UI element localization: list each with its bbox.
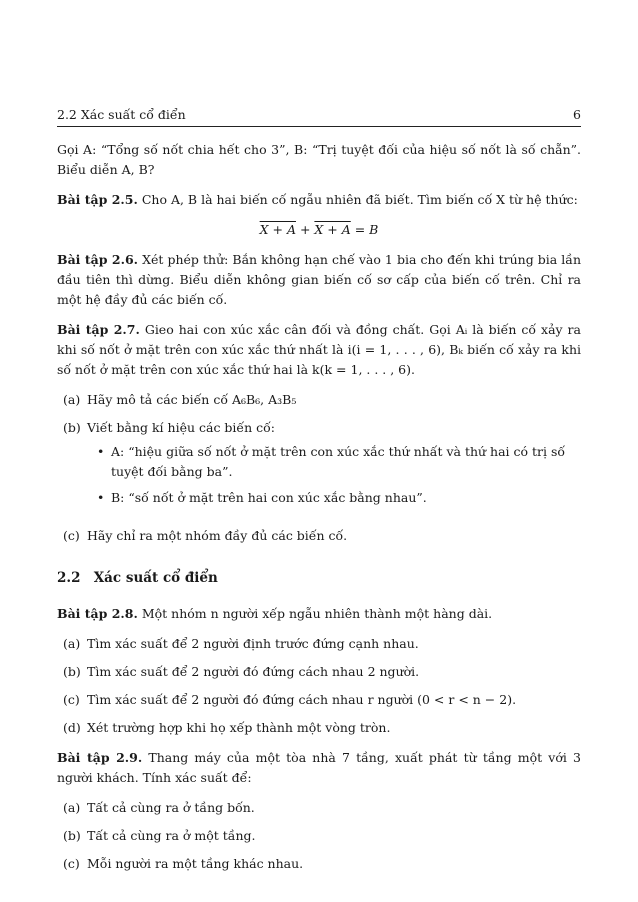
- exercise-2-9: [57, 748, 581, 788]
- equation-plus: +: [295, 222, 315, 237]
- list-item: [57, 634, 581, 654]
- bullet-text: B: “số nốt ở mặt trên hai con xúc xắc bằng nhau”.: [111, 490, 427, 505]
- item-label: (a): [63, 636, 81, 651]
- exercise-text: Xét phép thử: Bắn không hạn chế vào 1 bia cho đến khi trúng bia lần đầu tiên thì dừng. Biểu diễn không gian biến cố sơ cấp của biến cố trên. Chỉ ra một hệ đầy đủ các biến cố.: [57, 252, 581, 307]
- exercise-2-9-items: [57, 798, 581, 874]
- bullet-item: [97, 488, 581, 508]
- item-text: Hãy mô tả các biến cố A₆B₆, A₃B₅: [87, 392, 297, 407]
- list-item: [57, 718, 581, 738]
- exercise-2-5: [57, 190, 581, 210]
- header-section-title: 2.2 Xác suất cổ điển: [57, 107, 186, 122]
- bullet-item: [97, 442, 581, 482]
- exercise-label: Bài tập 2.9.: [57, 750, 143, 765]
- exercise-label: Bài tập 2.5.: [57, 192, 138, 207]
- bullet-text: A: “hiệu giữa số nốt ở mặt trên con xúc xắc thứ nhất và thứ hai có trị số tuyệt đối bằng ba”.: [111, 444, 566, 479]
- section-heading: [57, 568, 581, 588]
- item-label: (c): [63, 528, 80, 543]
- item-label: (b): [63, 828, 81, 843]
- item-label: (c): [63, 856, 80, 871]
- equation: [57, 220, 581, 240]
- item-text: Hãy chỉ ra một nhóm đầy đủ các biến cố.: [87, 528, 348, 543]
- section-number: 2.2: [57, 570, 81, 586]
- item-text: Xét trường hợp khi họ xếp thành một vòng tròn.: [87, 720, 391, 735]
- section-title: Xác suất cổ điển: [93, 570, 218, 586]
- exercise-2-7-items: [57, 390, 581, 546]
- item-label: (a): [63, 800, 81, 815]
- equation-term-2: X + A: [314, 222, 351, 237]
- list-item: [57, 418, 581, 518]
- exercise-text: Cho A, B là hai biến cố ngẫu nhiên đã biết. Tìm biến cố X từ hệ thức:: [141, 192, 578, 207]
- list-item: [57, 798, 581, 818]
- page-content: [57, 140, 581, 884]
- running-header: [57, 107, 581, 127]
- list-item: [57, 526, 581, 546]
- exercise-2-6: [57, 250, 581, 310]
- list-item: [57, 690, 581, 710]
- exercise-label: Bài tập 2.6.: [57, 252, 139, 267]
- exercise-label: Bài tập 2.8.: [57, 606, 138, 621]
- item-text: Tất cả cùng ra ở tầng bốn.: [87, 800, 255, 815]
- equation-term-1: X + A: [259, 222, 296, 237]
- page-number: 6: [573, 107, 581, 122]
- item-text: Tất cả cùng ra ở một tầng.: [87, 828, 256, 843]
- list-item: [57, 662, 581, 682]
- exercise-text: Một nhóm n người xếp ngẫu nhiên thành một hàng dài.: [141, 606, 493, 621]
- item-text: Tìm xác suất để 2 người định trước đứng cạnh nhau.: [87, 636, 419, 651]
- item-label: (a): [63, 392, 81, 407]
- exercise-text: Thang máy của một tòa nhà 7 tầng, xuất phát từ tầng một với 3 người khách. Tính xác suất để:: [57, 750, 581, 785]
- item-text: Mỗi người ra một tầng khác nhau.: [87, 856, 304, 871]
- item-text: Viết bằng kí hiệu các biến cố:: [87, 420, 275, 435]
- intro-paragraph: Gọi A: “Tổng số nốt chia hết cho 3”, B: “Trị tuyệt đối của hiệu số nốt là số chẵn”. Biểu diễn A, B?: [57, 142, 581, 177]
- equation-rhs: = B: [350, 222, 379, 237]
- exercise-2-8: [57, 604, 581, 624]
- bullet-list: [97, 442, 581, 514]
- exercise-2-7: [57, 320, 581, 380]
- exercise-2-8-items: [57, 634, 581, 738]
- exercise-text: Gieo hai con xúc xắc cân đối và đồng chất. Gọi Aᵢ là biến cố xảy ra khi số nốt ở mặt trên con xúc xắc thứ nhất là i(i = 1, . . . , 6), Bₖ biến cố xảy ra khi số nốt ở mặt trên con xúc xắc thứ hai là k(k = 1, . . . , 6).: [57, 322, 581, 377]
- exercise-label: Bài tập 2.7.: [57, 322, 140, 337]
- item-text: Tìm xác suất để 2 người đó đứng cách nhau 2 người.: [87, 664, 420, 679]
- item-label: (b): [63, 420, 81, 435]
- item-label: (c): [63, 692, 80, 707]
- bullet-icon: •: [97, 490, 105, 505]
- list-item: [57, 854, 581, 874]
- item-label: (b): [63, 664, 81, 679]
- item-label: (d): [63, 720, 81, 735]
- list-item: [57, 826, 581, 846]
- bullet-icon: •: [97, 444, 105, 459]
- list-item: [57, 390, 581, 410]
- item-text: Tìm xác suất để 2 người đó đứng cách nhau r người (0 < r < n − 2).: [87, 692, 517, 707]
